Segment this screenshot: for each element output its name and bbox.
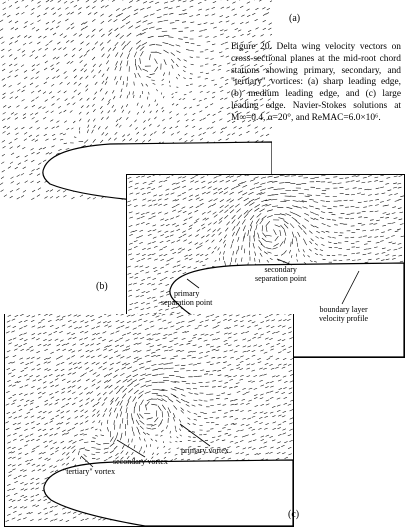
figure-caption: Figure 20. Delta wing velocity vectors on cross-sectional planes at the mid-root chord stations showing primary, secondary, and "tertiary" vortices: (a) sharp leading edge, (b) medium leading edge, and (c) large leading edge. Navier-Stokes solutions at M∞=0.4, α=20°, and ReMAC=6.0×10⁶. [231,42,401,123]
panel-c-velocity-field [4,314,294,527]
secondary-vortex-label: secondary vortex [113,457,168,466]
boundary-layer-label: boundary layer velocity profile [319,305,369,323]
leader-line [180,424,210,446]
panel-c-label: (c) [288,509,300,520]
panel-c-vector-plot [5,314,293,526]
secondary-separation-label: secondary separation point [255,265,307,283]
primary-separation-label: primary separation point [161,289,213,307]
panel-b-label: (b) [96,281,108,292]
tertiary-vortex-label: "tertiary" vortex [63,467,116,476]
panel-a-label: (a) [289,13,301,24]
primary-vortex-label: primary vortex [181,446,229,455]
